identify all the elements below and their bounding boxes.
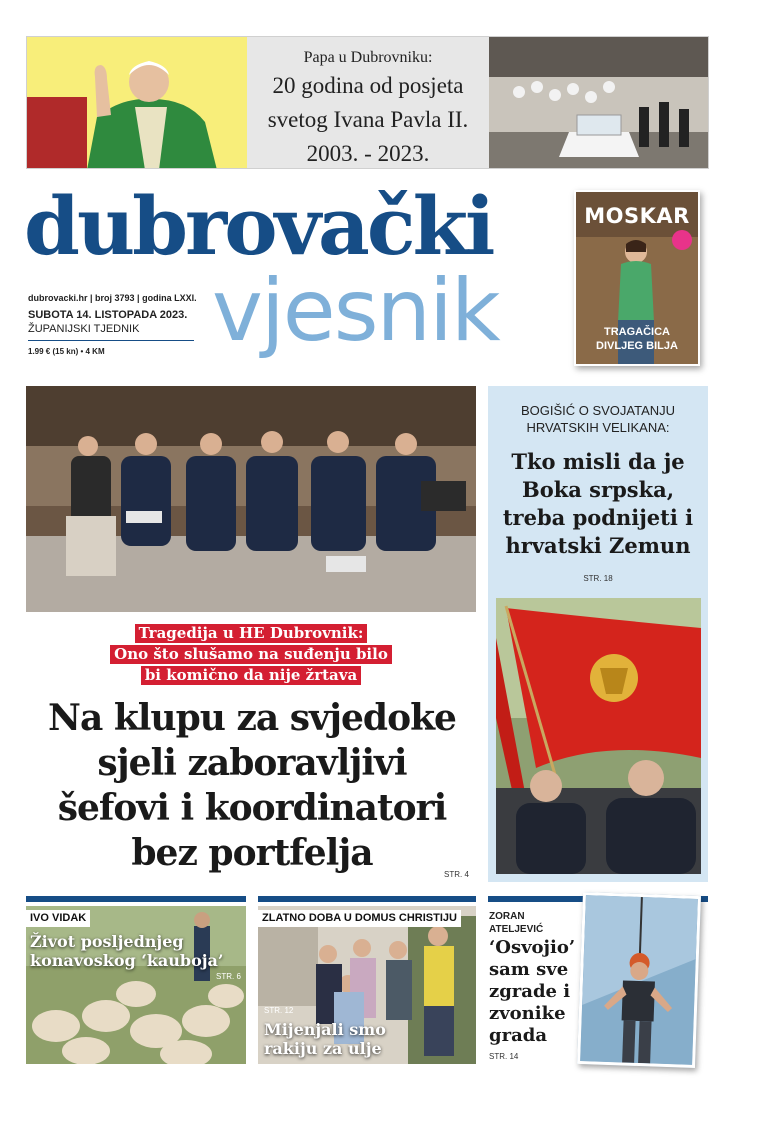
domus-christi-story[interactable] — [258, 906, 476, 1064]
masthead-issue-info: dubrovacki.hr | broj 3793 | godina LXXI. — [28, 293, 197, 303]
side-story-page-ref: STR. 18 — [583, 574, 613, 583]
main-story-headline-line: bez portfelja — [131, 832, 373, 874]
montenegro-flag-photo[interactable] — [496, 598, 701, 874]
main-story-headline-line: sjeli zaboravljivi — [97, 742, 407, 784]
courtroom-photo[interactable] — [26, 386, 476, 612]
side-story-headline-line: Boka srpska, — [521, 477, 675, 502]
side-story-kicker-line-1: BOGIŠIĆ O SVOJATANJU — [520, 403, 676, 418]
story-headline-line: grada — [489, 1025, 547, 1046]
story-page-ref: STR. 14 — [489, 1052, 519, 1061]
story-headline-line: rakiju za ulje — [264, 1039, 382, 1058]
supplement-headline — [576, 325, 698, 353]
main-story-kicker — [26, 624, 476, 687]
popemobile-photo — [489, 37, 709, 169]
masthead-price: 1.99 € (15 kn) • 4 KM — [28, 347, 105, 356]
story-page-ref: STR. 6 — [216, 972, 241, 981]
supplement-cover[interactable] — [574, 190, 700, 366]
main-story-page-ref: STR. 4 — [444, 870, 469, 879]
story-headline-line: konavoskog ‘kauboja’ — [30, 951, 224, 970]
main-story-headline-line: Na klupu za svjedoke — [48, 697, 456, 739]
climber-photo[interactable] — [577, 892, 701, 1068]
side-story-kicker — [500, 402, 696, 436]
story-headline-line: ‘Osvojio’ — [489, 937, 576, 958]
story-headline — [30, 932, 245, 970]
supplement-headline-line-2: DIVLJEG BILJA — [596, 340, 678, 352]
banner-line-2: 20 godina od posjeta — [272, 73, 464, 98]
story-headline[interactable] — [489, 937, 579, 1047]
banner-text — [247, 37, 489, 169]
banner-line-3: svetog Ivana Pavla II. — [267, 107, 469, 132]
story-headline-line: zvonike — [489, 1003, 566, 1024]
story-label: ZLATNO DOBA U DOMUS CHRISTIJU — [258, 910, 461, 927]
banner-line-1: Papa u Dubrovniku: — [303, 49, 433, 66]
pope-photo — [27, 37, 247, 169]
masthead-title-bottom[interactable]: vjesnik — [212, 261, 499, 361]
story-divider — [258, 896, 476, 902]
main-story-headline[interactable] — [24, 696, 480, 876]
story-page-ref: STR. 12 — [264, 1006, 294, 1015]
story-headline — [264, 1020, 464, 1058]
story-label: IVO VIDAK — [26, 910, 90, 927]
side-story-kicker-line-2: HRVATSKIH VELIKANA: — [526, 420, 670, 435]
main-story-kicker-line: Ono što slušamo na suđenju bilo — [110, 645, 392, 664]
anniversary-banner[interactable] — [26, 36, 709, 169]
side-story-headline[interactable] — [496, 448, 700, 560]
masthead-subtitle: ŽUPANIJSKI TJEDNIK — [28, 323, 140, 335]
main-story-headline-line: šefovi i koordinatori — [57, 787, 447, 829]
banner-line-4: 2003. - 2023. — [306, 141, 430, 166]
story-divider — [26, 896, 246, 902]
story-headline-line: Mijenjali smo — [264, 1020, 386, 1039]
story-label — [489, 910, 543, 936]
cowboy-story[interactable] — [26, 906, 246, 1064]
main-story-kicker-line: Tragedija u HE Dubrovnik: — [135, 624, 368, 643]
story-headline-line: Život posljednjeg — [30, 932, 184, 951]
main-story-kicker-line: bi komično da nije žrtava — [141, 666, 361, 685]
supplement-headline-line-1: TRAGAČICA — [604, 326, 670, 338]
story-headline-line: sam sve — [489, 959, 569, 980]
story-label-line: ZORAN — [489, 911, 525, 922]
masthead-divider — [28, 340, 194, 341]
story-label-line: ATELJEVIĆ — [489, 924, 544, 935]
side-story-headline-line: Tko misli da je — [511, 449, 685, 474]
masthead-date: SUBOTA 14. LISTOPADA 2023. — [28, 309, 188, 321]
supplement-title: MOSKAR — [584, 204, 690, 228]
side-story-headline-line: treba podnijeti i — [502, 505, 694, 530]
side-story-headline-line: hrvatski Zemun — [505, 533, 691, 558]
story-headline-line: zgrade i — [489, 981, 571, 1002]
masthead-title-top[interactable]: dubrovački — [24, 179, 493, 273]
